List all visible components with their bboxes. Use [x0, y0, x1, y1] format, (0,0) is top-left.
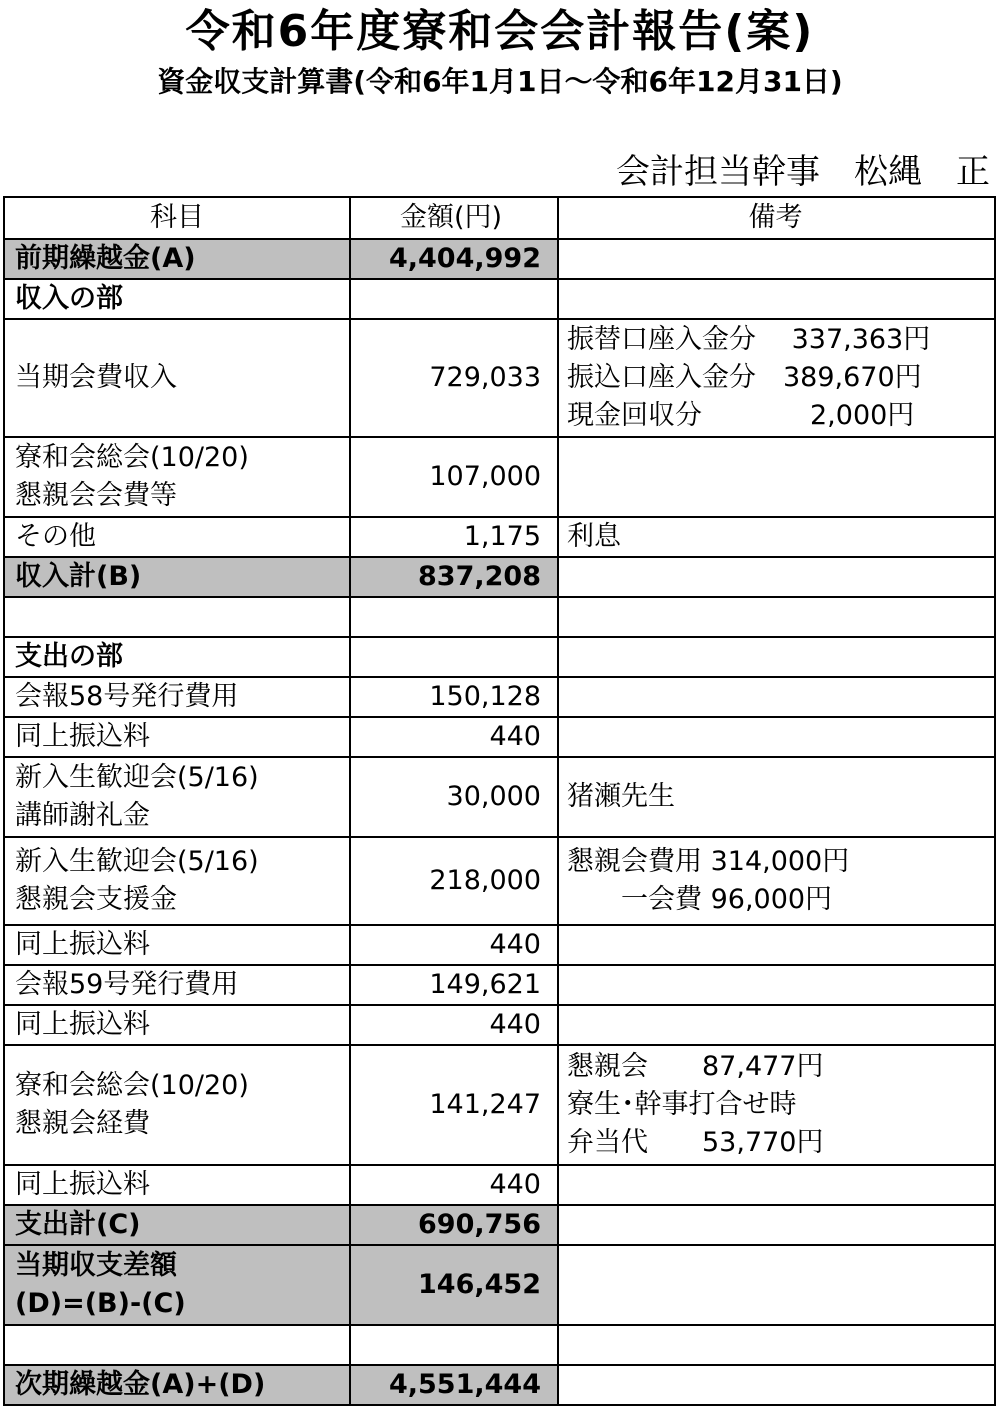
row-note — [558, 1245, 995, 1325]
subject-line: 懇親会経費 — [15, 1108, 150, 1139]
table-row — [4, 279, 995, 319]
subject-line: 講師謝礼金 — [15, 800, 150, 831]
table-row — [4, 1325, 995, 1365]
table-row — [4, 1245, 995, 1325]
row-amount: 1,175 — [350, 517, 558, 557]
document-title: 令和6年度寮和会会計報告(案) — [185, 6, 815, 57]
section-heading: 収入の部 — [4, 279, 350, 319]
row-note — [558, 1005, 995, 1045]
row-subject: 収入計(B) — [4, 557, 350, 597]
subject-line: 当期収支差額 — [15, 1250, 177, 1281]
header-note: 備考 — [558, 197, 995, 239]
row-subject: 同上振込料 — [4, 1165, 350, 1205]
subject-line: (D)=(B)-(C) — [15, 1288, 186, 1319]
row-amount: 440 — [350, 925, 558, 965]
section-heading: 支出の部 — [4, 637, 350, 677]
table-row — [4, 1165, 995, 1205]
table-row — [4, 1365, 995, 1405]
note-line: 振込口座入金分 389,670円 — [567, 362, 922, 393]
table-row — [4, 437, 995, 517]
row-note — [558, 279, 995, 319]
row-amount: 4,551,444 — [350, 1365, 558, 1405]
row-amount: 149,621 — [350, 965, 558, 1005]
row-note — [558, 1045, 995, 1165]
row-note — [558, 925, 995, 965]
row-note — [558, 437, 995, 517]
note-line: 懇親会 87,477円 — [567, 1051, 824, 1082]
row-note — [558, 1165, 995, 1205]
header-subject: 科目 — [4, 197, 350, 239]
row-subject: 当期会費収入 — [4, 319, 350, 437]
row-subject — [4, 757, 350, 837]
table-row — [4, 637, 995, 677]
row-subject: 同上振込料 — [4, 1005, 350, 1045]
row-note — [558, 1365, 995, 1405]
row-amount: 4,404,992 — [350, 239, 558, 279]
subject-line: 寮和会総会(10/20) — [15, 442, 249, 473]
row-amount: 440 — [350, 717, 558, 757]
signer: 会計担当幹事 松縄 正 — [616, 152, 990, 192]
row-subject: 会報58号発行費用 — [4, 677, 350, 717]
table-row — [4, 965, 995, 1005]
row-amount — [350, 279, 558, 319]
table-row — [4, 597, 995, 637]
row-subject — [4, 597, 350, 637]
row-note — [558, 239, 995, 279]
table-row — [4, 239, 995, 279]
row-subject — [4, 837, 350, 925]
table-row — [4, 557, 995, 597]
row-subject: 前期繰越金(A) — [4, 239, 350, 279]
row-amount: 729,033 — [350, 319, 558, 437]
row-amount: 440 — [350, 1165, 558, 1205]
row-note — [558, 597, 995, 637]
row-note — [558, 319, 995, 437]
row-note: 猪瀬先生 — [558, 757, 995, 837]
row-amount: 141,247 — [350, 1045, 558, 1165]
row-amount: 107,000 — [350, 437, 558, 517]
note-line: 弁当代 53,770円 — [567, 1127, 824, 1158]
table-row — [4, 925, 995, 965]
row-amount: 837,208 — [350, 557, 558, 597]
table-row — [4, 677, 995, 717]
subject-line: 懇親会支援金 — [15, 884, 177, 915]
row-subject: 次期繰越金(A)+(D) — [4, 1365, 350, 1405]
table-row — [4, 1205, 995, 1245]
row-amount: 440 — [350, 1005, 558, 1045]
row-note — [558, 677, 995, 717]
row-amount — [350, 637, 558, 677]
table-row — [4, 757, 995, 837]
note-line: 寮生･幹事打合せ時 — [567, 1089, 797, 1120]
row-subject — [4, 1245, 350, 1325]
row-subject: 同上振込料 — [4, 717, 350, 757]
row-note: 利息 — [558, 517, 995, 557]
table-row — [4, 717, 995, 757]
row-note — [558, 717, 995, 757]
document-subtitle: 資金収支計算書(令和6年1月1日～令和6年12月31日) — [157, 65, 843, 98]
table-row — [4, 1045, 995, 1165]
row-note — [558, 1205, 995, 1245]
subject-line: 新入生歓迎会(5/16) — [15, 762, 259, 793]
row-amount: 218,000 — [350, 837, 558, 925]
row-subject: その他 — [4, 517, 350, 557]
header-amount: 金額(円) — [350, 197, 558, 239]
row-note — [558, 837, 995, 925]
row-note — [558, 965, 995, 1005]
row-subject: 会報59号発行費用 — [4, 965, 350, 1005]
note-line: 懇親会費用 314,000円 — [567, 846, 850, 877]
note-line: 現金回収分 2,000円 — [567, 400, 915, 431]
row-subject — [4, 437, 350, 517]
table-row — [4, 517, 995, 557]
row-note — [558, 557, 995, 597]
row-amount — [350, 1325, 558, 1365]
table-row — [4, 1005, 995, 1045]
row-note — [558, 1325, 995, 1365]
table-header-row — [4, 197, 995, 239]
row-amount: 30,000 — [350, 757, 558, 837]
note-line: 一会費 96,000円 — [567, 884, 833, 915]
row-subject — [4, 1045, 350, 1165]
row-note — [558, 637, 995, 677]
note-line: 振替口座入金分 337,363円 — [567, 324, 931, 355]
subject-line: 懇親会会費等 — [15, 480, 177, 511]
row-subject — [4, 1325, 350, 1365]
account-table — [3, 196, 996, 1406]
subject-line: 新入生歓迎会(5/16) — [15, 846, 259, 877]
row-subject: 支出計(C) — [4, 1205, 350, 1245]
row-amount — [350, 597, 558, 637]
row-amount: 146,452 — [350, 1245, 558, 1325]
row-subject: 同上振込料 — [4, 925, 350, 965]
subject-line: 寮和会総会(10/20) — [15, 1070, 249, 1101]
row-amount: 690,756 — [350, 1205, 558, 1245]
table-row — [4, 319, 995, 437]
table-row — [4, 837, 995, 925]
row-amount: 150,128 — [350, 677, 558, 717]
